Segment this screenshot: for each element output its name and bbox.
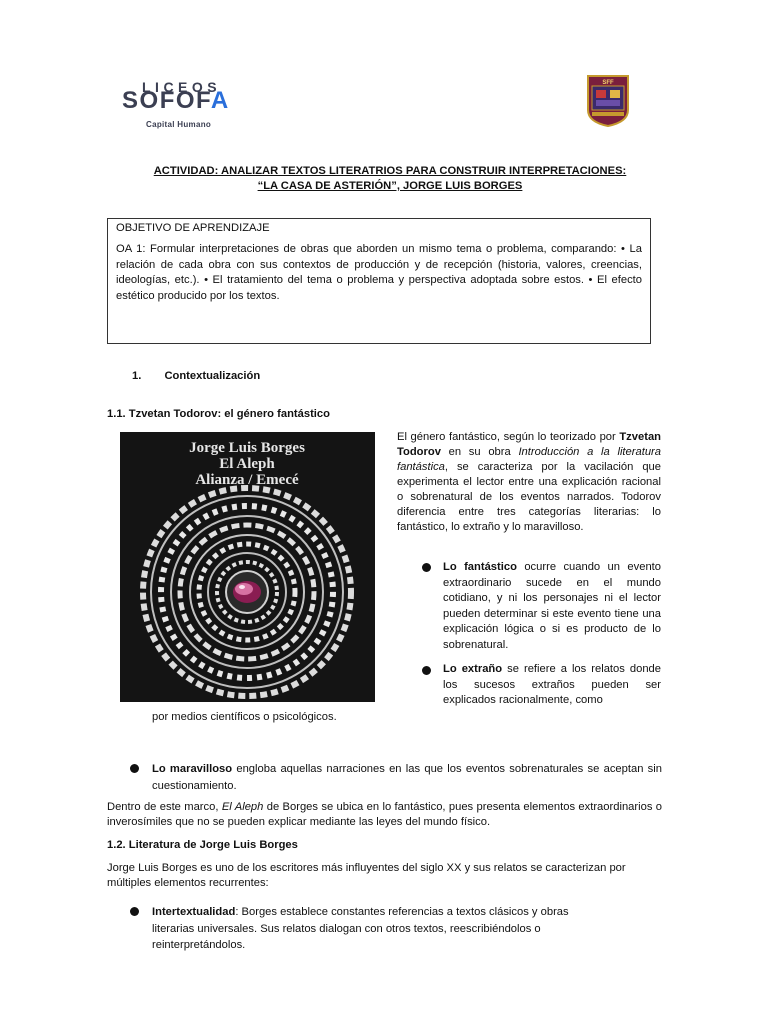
learning-objective-box: [107, 218, 651, 344]
logo-tagline: Capital Humano: [146, 120, 212, 129]
todorov-intro-paragraph: El género fantástico, según lo teorizado por Tzvetan Todorov en su obra Introducción a la literatura fantástica, se caracteriza por la vacilación que experimenta el lector entre una explicación racional o sobrenatural de los eventos narrados. Todorov diferencia entre tres categorías literarias: lo fantástico, lo extraño y lo maravilloso.: [397, 431, 661, 533]
subsection-heading-todorov: 1.1. Tzvetan Todorov: el género fantástico: [107, 408, 330, 420]
list-item-fantastico: Lo fantástico ocurre cuando un evento extraordinario sucede en el mundo cotidiano, y ni los personajes ni el lector pueden determinar si este evento tiene una explicación lógica o si es producto de lo sobrenatural.: [443, 561, 661, 651]
list-item-extrano: Lo extraño se refiere a los relatos donde los sucesos extraños pueden ser explicados racionalmente, como: [443, 663, 661, 707]
school-crest-logo: [584, 72, 632, 128]
objective-text: OA 1: Formular interpretaciones de obras que aborden un mismo tema o problema, comparando: • La relación de cada obra con sus contextos de producción y de recepción (historia, valores, creencias, ideologías, etc.). • El tratamiento del tema o problema y perspectiva adoptada sobre estos. • El efecto estético producido por los textos.: [116, 243, 642, 302]
svg-text:SFF: SFF: [602, 80, 614, 86]
logo-line1: LICEOS: [142, 79, 222, 95]
list-item-extrano-continuation: por medios científicos o psicológicos.: [152, 711, 337, 723]
crest-icon: [584, 72, 632, 128]
bullet-icon: [130, 907, 139, 916]
el-aleph-paragraph: Dentro de este marco, El Aleph de Borges se ubica en lo fantástico, pues presenta elementos extraordinarios o inverosímiles que no se pueden explicar mediante las leyes del mundo físico.: [107, 801, 662, 828]
cover-title: Jorge Luis Borges El Aleph Alianza / Emecé: [189, 440, 305, 488]
aleph-spiral-artwork: [120, 432, 375, 702]
activity-title: ACTIVIDAD: ANALIZAR TEXTOS LITERATRIOS PARA CONSTRUIR INTERPRETACIONES:: [153, 165, 627, 177]
activity-subtitle: “LA CASA DE ASTERIÓN”, JORGE LUIS BORGES: [257, 180, 523, 192]
section-heading-contextualizacion: 1. Contextualización: [132, 370, 261, 382]
bullet-icon: [422, 666, 431, 675]
list-item-maravilloso: Lo maravilloso engloba aquellas narraciones en las que los eventos sobrenaturales se aceptan sin cuestionamiento.: [152, 763, 662, 792]
liceos-sofofa-logo: [120, 80, 260, 130]
borges-intro-paragraph: Jorge Luis Borges es uno de los escritores más influyentes del siglo XX y sus relatos se caracterizan por múltiples elementos recurrentes:: [107, 862, 626, 889]
logo-line2: SOFOFA: [122, 87, 230, 114]
el-aleph-book-cover: [110, 424, 386, 708]
objective-heading: OBJETIVO DE APRENDIZAJE: [116, 222, 270, 234]
bullet-icon: [422, 563, 431, 572]
subsection-heading-borges: 1.2. Literatura de Jorge Luis Borges: [107, 839, 298, 851]
list-item-intertextualidad: Intertextualidad: Borges establece constantes referencias a textos clásicos y obras literarias universales. Sus relatos dialogan con otros textos, reescribiéndolos o reinterpretándolos.: [152, 906, 569, 951]
bullet-icon: [130, 764, 139, 773]
